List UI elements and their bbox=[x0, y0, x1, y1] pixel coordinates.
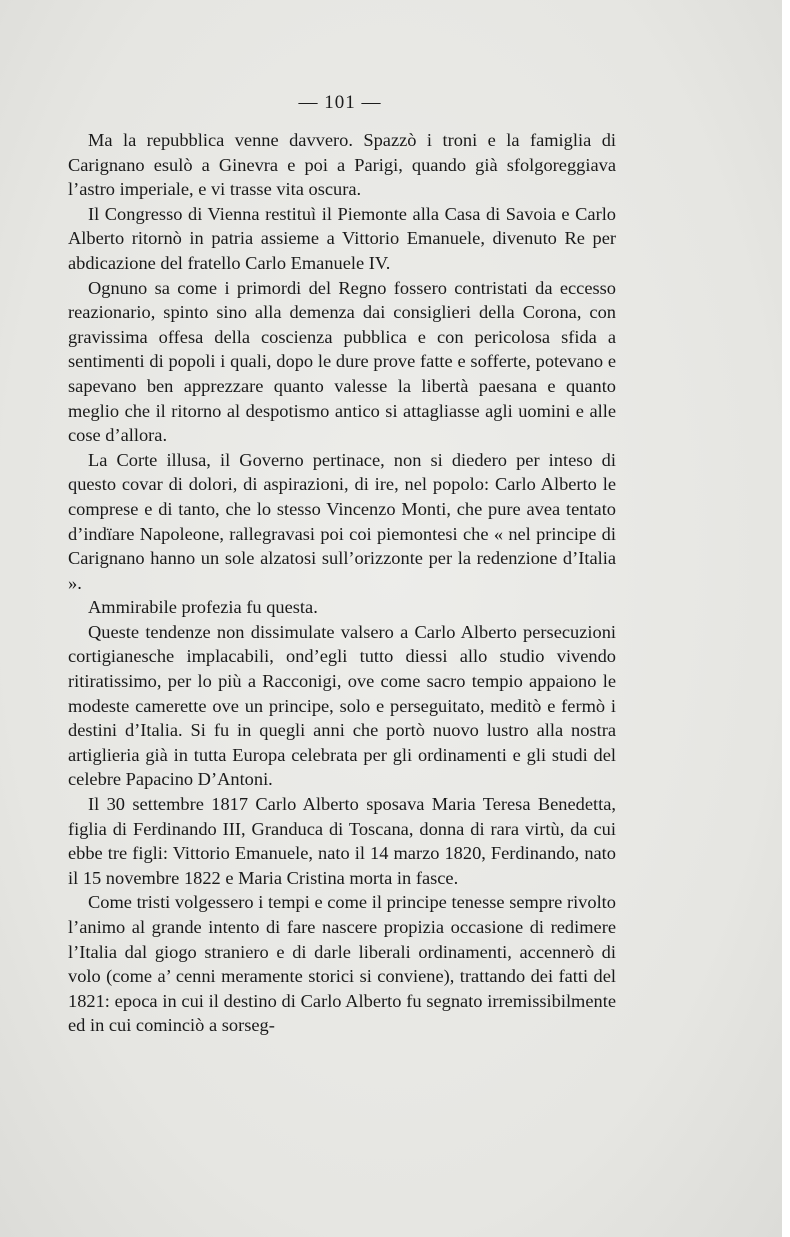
body-text bbox=[68, 128, 616, 1038]
paragraph: Il Congresso di Vienna restituì il Piemonte alla Casa di Savoia e Carlo Alberto ritornò in patria assieme a Vittorio Emanuele, divenuto Re per abdicazione del fratello Carlo Emanuele IV. bbox=[68, 203, 616, 273]
paragraph: La Corte illusa, il Governo pertinace, non si diedero per inteso di questo covar di dolori, di aspirazioni, di ire, nel popolo: Carlo Alberto le comprese e di tanto, che lo stesso Vincenzo Monti, che pure avea tentato d’indïare Napoleone, rallegravasi poi coi piemontesi che « nel principe di Carignano hanno un sole alzatosi sull’orizzonte per la redenzione d’Italia ». bbox=[68, 449, 616, 593]
paragraph: Ma la repubblica venne davvero. Spazzò i troni e la famiglia di Carignano esulò a Ginevra e poi a Parigi, quando già sfolgoreggiava l’astro imperiale, e vi trasse vita oscura. bbox=[68, 130, 616, 200]
paragraph: Il 30 settembre 1817 Carlo Alberto sposava Maria Teresa Benedetta, figlia di Ferdinando III, Granduca di Toscana, donna di rara virtù, da cui ebbe tre figli: Vittorio Emanuele, nato il 14 marzo 1820, Ferdinando, nato il 15 novembre 1822 e Maria Cristina morta in fasce. bbox=[68, 794, 616, 888]
paragraph: Come tristi volgessero i tempi e come il principe tenesse sempre rivolto l’animo al grande intento di fare nascere propizia occasione di redimere l’Italia dal giogo straniero e di darle liberali ordinamenti, accennerò di volo (come a’ cenni meramente storici si conviene), trattando dei fatti del 1821: epoca in cui il destino di Carlo Alberto fu segnato irremissibilmente ed in cui cominciò a sorseg- bbox=[68, 892, 616, 1036]
scan-margin bbox=[782, 0, 790, 1237]
paragraph: Ammirabile profezia fu questa. bbox=[88, 597, 318, 618]
page-number: — 101 — bbox=[298, 92, 382, 113]
paragraph: Ognuno sa come i primordi del Regno fossero contristati da eccesso reazionario, spinto sino alla demenza dai consiglieri della Corona, con gravissima offesa della coscienza pubblica e con pericolosa sfida a sentimenti di popoli i quali, dopo le dure prove fatte e sofferte, potevano e sapevano ben apprezzare quanto valesse la libertà paesana e quanto meglio che il ritorno al despotismo antico si attagliasse agli uomini e alle cose d’allora. bbox=[68, 277, 616, 446]
paragraph: Queste tendenze non dissimulate valsero a Carlo Alberto persecuzioni cortigianesche implacabili, ond’egli tutto diessi allo studio vivendo ritiratissimo, per lo più a Racconigi, ove come sacro tempio appaiono le modeste camerette ove un principe, solo e perseguitato, meditò e fermò i destini d’Italia. Si fu in quegli anni che portò nuovo lustro alla nostra artiglieria già in tutta Europa celebrata per gli ordinamenti e gli studi del celebre Papacino D’Antoni. bbox=[68, 621, 616, 790]
